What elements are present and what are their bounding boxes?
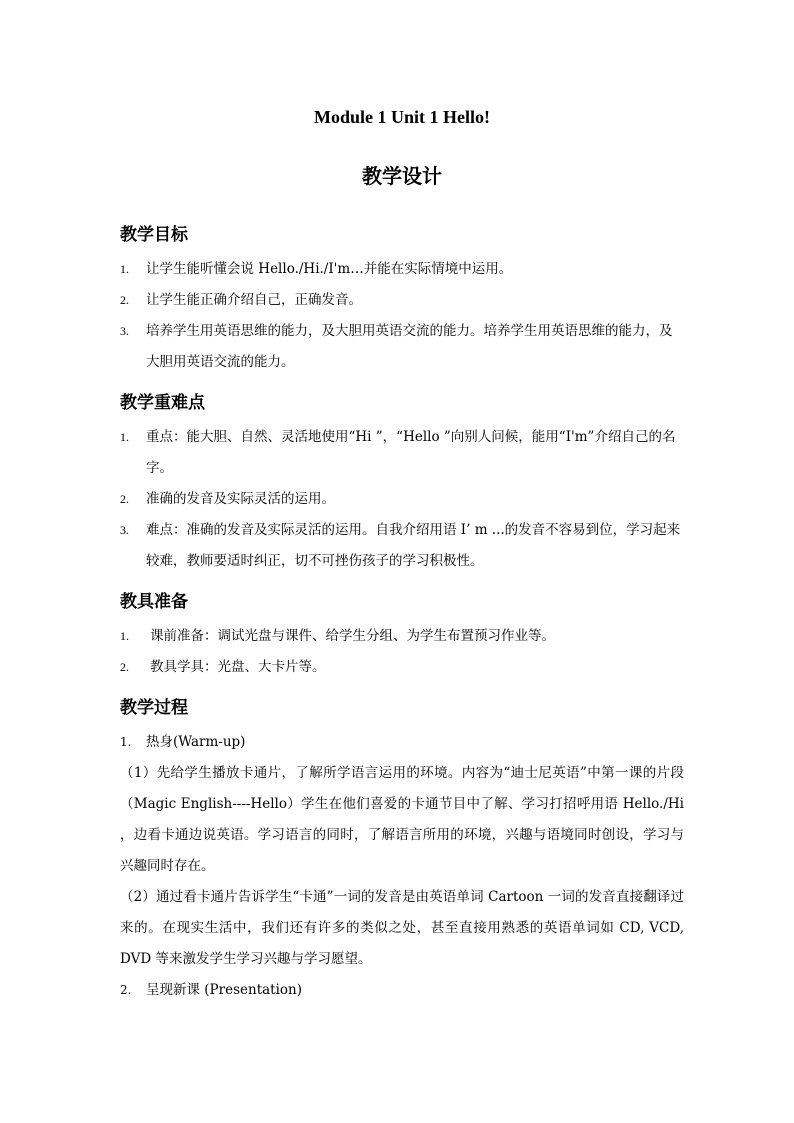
objectives-list <box>120 254 684 378</box>
list-item <box>120 621 684 652</box>
item-text: 热身(Warm-up) <box>146 734 246 750</box>
item-text: 让学生能正确介绍自己，正确发音。 <box>146 292 362 308</box>
item-number: 3. <box>120 324 129 338</box>
item-text: 呈现新课 (Presentation) <box>146 982 303 998</box>
item-text: 难点：准确的发音及实际灵活的运用。自我介绍用语 I’ m ...的发音不容易到位，学习起来较难，教师要适时纠正，切不可挫伤孩子的学习积极性。 <box>146 522 681 569</box>
item-number: 1. <box>120 629 129 643</box>
item-text: 重点：能大胆、自然、灵活地使用“Hi ”，“Hello ”向别人问候，能用“I'm”介绍自己的名字。 <box>146 429 676 476</box>
item-number: 1. <box>120 735 132 749</box>
section-materials <box>120 589 684 683</box>
item-number: 3. <box>120 523 129 537</box>
document-title: Module 1 Unit 1 Hello! <box>314 107 490 127</box>
document-subtitle: 教学设计 <box>362 164 442 188</box>
item-text: 培养学生用英语思维的能力，及大胆用英语交流的能力。培养学生用英语思维的能力，及大胆用英语交流的能力。 <box>146 323 673 370</box>
section-heading: 教具准备 <box>120 592 188 612</box>
item-text: 让学生能听懂会说 Hello./Hi./I'm…并能在实际情境中运用。 <box>146 261 513 277</box>
item-number: 2. <box>120 983 132 997</box>
section-heading: 教学重难点 <box>120 393 205 413</box>
section-process <box>120 695 684 1006</box>
list-item <box>120 652 684 683</box>
list-item <box>120 515 684 577</box>
process-step <box>120 727 684 758</box>
list-item <box>120 422 684 484</box>
process-paragraph: （1）先给学生播放卡通片，了解所学语言运用的环境。内容为“迪士尼英语”中第一课的片段（Magic English----Hello）学生在他们喜爱的卡通节目中了解、学习打招呼用语 Hello./Hi ，边看卡通边说英语。学习语言的同时，了解语言所用的环境，兴趣与语境同时创设，学习与兴趣同时存在。 <box>120 765 684 874</box>
item-text: 课前准备：调试光盘与课件、给学生分组、为学生布置预习作业等。 <box>150 628 555 644</box>
section-heading: 教学目标 <box>120 225 188 245</box>
list-item <box>120 316 684 378</box>
item-number: 2. <box>120 660 129 674</box>
materials-list <box>120 621 684 683</box>
item-number: 2. <box>120 492 129 506</box>
section-objectives <box>120 222 684 378</box>
section-key-points <box>120 390 684 577</box>
list-item <box>120 484 684 515</box>
item-number: 1. <box>120 430 129 444</box>
list-item <box>120 254 684 285</box>
section-heading: 教学过程 <box>120 698 188 718</box>
item-number: 1. <box>120 262 129 276</box>
process-step <box>120 975 684 1006</box>
list-item <box>120 285 684 316</box>
item-number: 2. <box>120 293 129 307</box>
item-text: 教具学具：光盘、大卡片等。 <box>150 659 326 675</box>
process-paragraph: （2）通过看卡通片告诉学生“卡通”一词的发音是由英语单词 Cartoon 一词的发音直接翻译过来的。在现实生活中，我们还有许多的类似之处，甚至直接用熟悉的英语单词如 CD, VCD, DVD 等来激发学生学习兴趣与学习愿望。 <box>120 889 684 967</box>
key-points-list <box>120 422 684 577</box>
item-text: 准确的发音及实际灵活的运用。 <box>146 491 335 507</box>
